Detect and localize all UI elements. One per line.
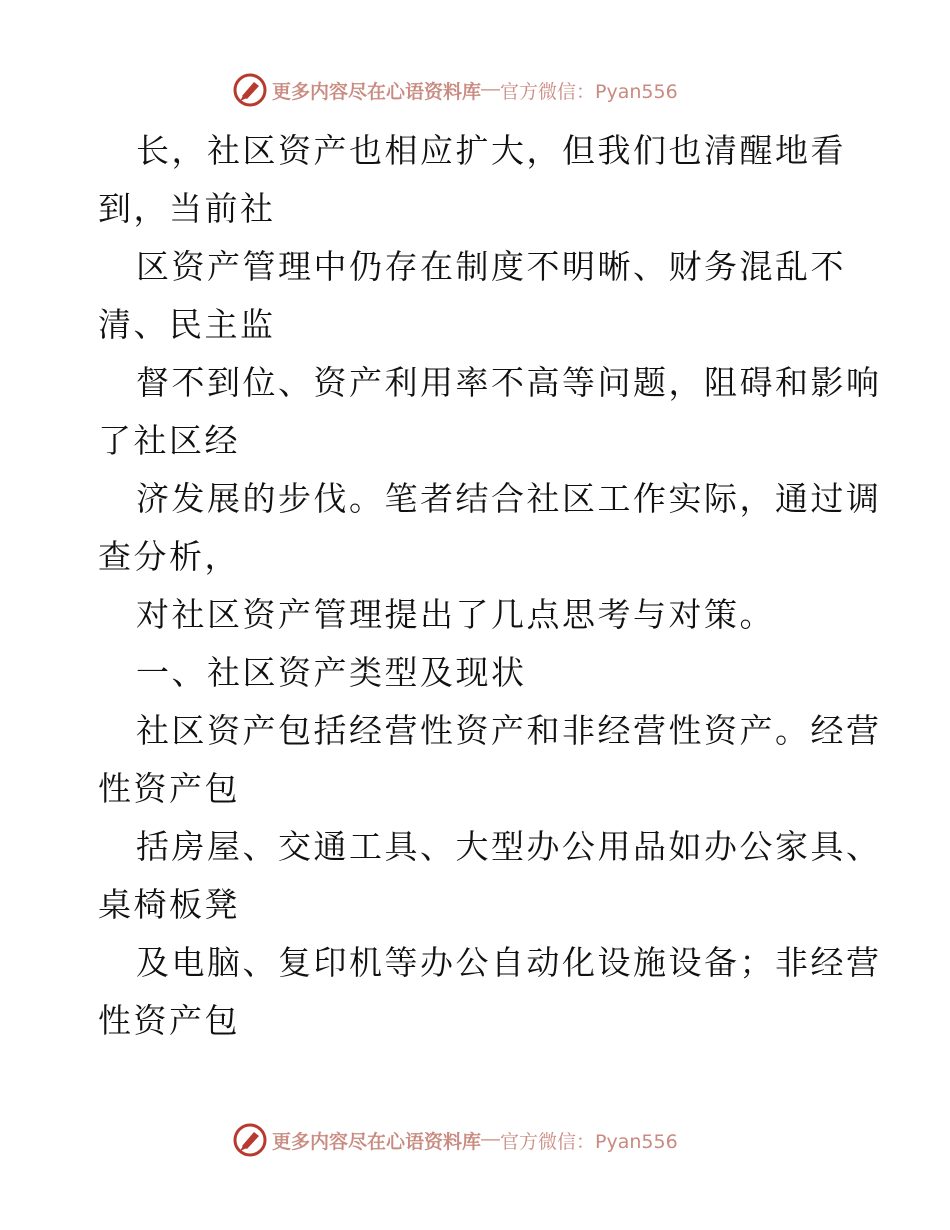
section-heading: 一、社区资产类型及现状 xyxy=(136,653,527,692)
banner-dash: — xyxy=(481,1129,501,1150)
body-line: 括房屋、交通工具、大型办公用品如办公家具、 xyxy=(136,827,882,866)
header-banner xyxy=(232,70,678,110)
banner-title: 更多内容尽在心语资料库 xyxy=(272,80,482,103)
body-line: 查分析， xyxy=(98,537,240,576)
body-line: 性资产包 xyxy=(98,769,240,808)
body-line: 性资产包 xyxy=(98,1001,240,1040)
body-line: 区资产管理中仍存在制度不明晰、财务混乱不 xyxy=(136,247,846,286)
body-line: 督不到位、资产利用率不高等问题，阻碍和影响 xyxy=(136,363,882,402)
body-line: 及电脑、复印机等办公自动化设施设备；非经营 xyxy=(136,943,882,982)
banner-wechat: 官方微信：Pyan556 xyxy=(500,1130,678,1153)
library-logo-icon xyxy=(232,1122,268,1158)
body-line: 清、民主监 xyxy=(98,305,276,344)
library-logo-icon xyxy=(232,72,268,108)
body-line: 到，当前社 xyxy=(98,189,276,228)
body-line: 对社区资产管理提出了几点思考与对策。 xyxy=(136,595,775,634)
banner-dash: — xyxy=(481,79,501,100)
banner-title: 更多内容尽在心语资料库 xyxy=(272,1130,482,1153)
footer-banner xyxy=(232,1120,678,1160)
body-line: 社区资产包括经营性资产和非经营性资产。经营 xyxy=(136,711,882,750)
banner-wechat: 官方微信：Pyan556 xyxy=(500,80,678,103)
body-line: 了社区经 xyxy=(98,421,240,460)
document-body xyxy=(98,122,888,1050)
body-line: 济发展的步伐。笔者结合社区工作实际，通过调 xyxy=(136,479,882,518)
body-line: 长，社区资产也相应扩大，但我们也清醒地看 xyxy=(136,131,846,170)
body-line: 桌椅板凳 xyxy=(98,885,240,924)
